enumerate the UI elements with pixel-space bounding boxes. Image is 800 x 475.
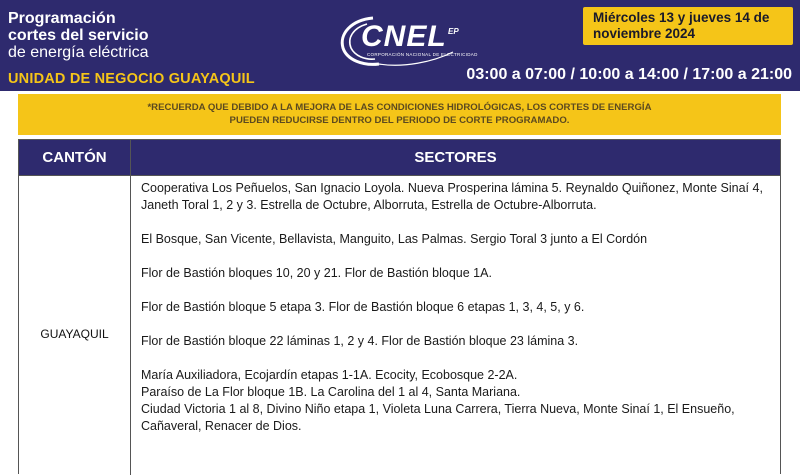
header-banner (0, 0, 800, 91)
sectores-cell (141, 180, 771, 435)
cnel-logo (333, 12, 483, 74)
outage-table (18, 139, 781, 474)
sector-group: Ciudad Victoria 1 al 8, Divino Niño etapa 1, Violeta Luna Carrera, Tierra Nueva, Monte Sinaí 1, El Ensueño, Cañaveral, Renacer de Dios. (141, 402, 735, 433)
header-divider (19, 175, 780, 176)
date-text: Miércoles 13 y jueves 14 de noviembre 2024 (593, 10, 770, 41)
sector-group: Cooperativa Los Peñuelos, San Ignacio Loyola. Nueva Prosperina lámina 5. Reynaldo Quiñonez, Monte Sinaí 4, Janeth Toral 1, 2 y 3. Estrella de Octubre, Alborruta, Estrella de Octubre-Alborruta. (141, 181, 763, 212)
sector-group: Flor de Bastión bloque 5 etapa 3. Flor de Bastión bloque 6 etapas 1, 3, 4, 5, y 6. (141, 300, 585, 314)
schedule-hours: 03:00 a 07:00 / 10:00 a 14:00 / 17:00 a 21:00 (466, 66, 792, 83)
business-unit: UNIDAD DE NEGOCIO GUAYAQUIL (8, 71, 255, 87)
date-badge (583, 7, 793, 45)
sector-group: Paraíso de La Flor bloque 1B. La Carolina del 1 al 4, Santa Mariana. (141, 385, 521, 399)
notice-banner (18, 94, 781, 135)
notice-line-1: *RECUERDA QUE DEBIDO A LA MEJORA DE LAS CONDICIONES HIDROLÓGICAS, LOS CORTES DE ENERGÍA (147, 102, 652, 113)
header-title (8, 10, 149, 61)
title-line-1: Programación (8, 10, 116, 27)
sector-group: Flor de Bastión bloque 22 láminas 1, 2 y 4. Flor de Bastión bloque 23 lámina 3. (141, 334, 579, 348)
sector-group: El Bosque, San Vicente, Bellavista, Manguito, Las Palmas. Sergio Toral 3 junto a El Cordón (141, 232, 648, 246)
column-divider (130, 140, 131, 475)
logo-ep: EP (448, 27, 459, 36)
logo-subtitle: CORPORACIÓN NACIONAL DE ELECTRICIDAD (367, 52, 478, 57)
canton-cell: GUAYAQUIL (40, 327, 109, 341)
column-header-sectores: SECTORES (131, 140, 780, 175)
sector-group: María Auxiliadora, Ecojardín etapas 1-1A. Ecocity, Ecobosque 2-2A. (141, 368, 518, 382)
sector-group: Flor de Bastión bloques 10, 20 y 21. Flor de Bastión bloque 1A. (141, 266, 492, 280)
notice-line-2: PUEDEN REDUCIRSE DENTRO DEL PERIODO DE CORTE PROGRAMADO. (229, 115, 570, 126)
title-line-2: cortes del servicio (8, 27, 149, 44)
title-line-3: de energía eléctrica (8, 44, 149, 61)
notice-text (18, 101, 781, 127)
logo-text: CNEL (361, 20, 447, 53)
column-header-canton: CANTÓN (19, 140, 130, 175)
